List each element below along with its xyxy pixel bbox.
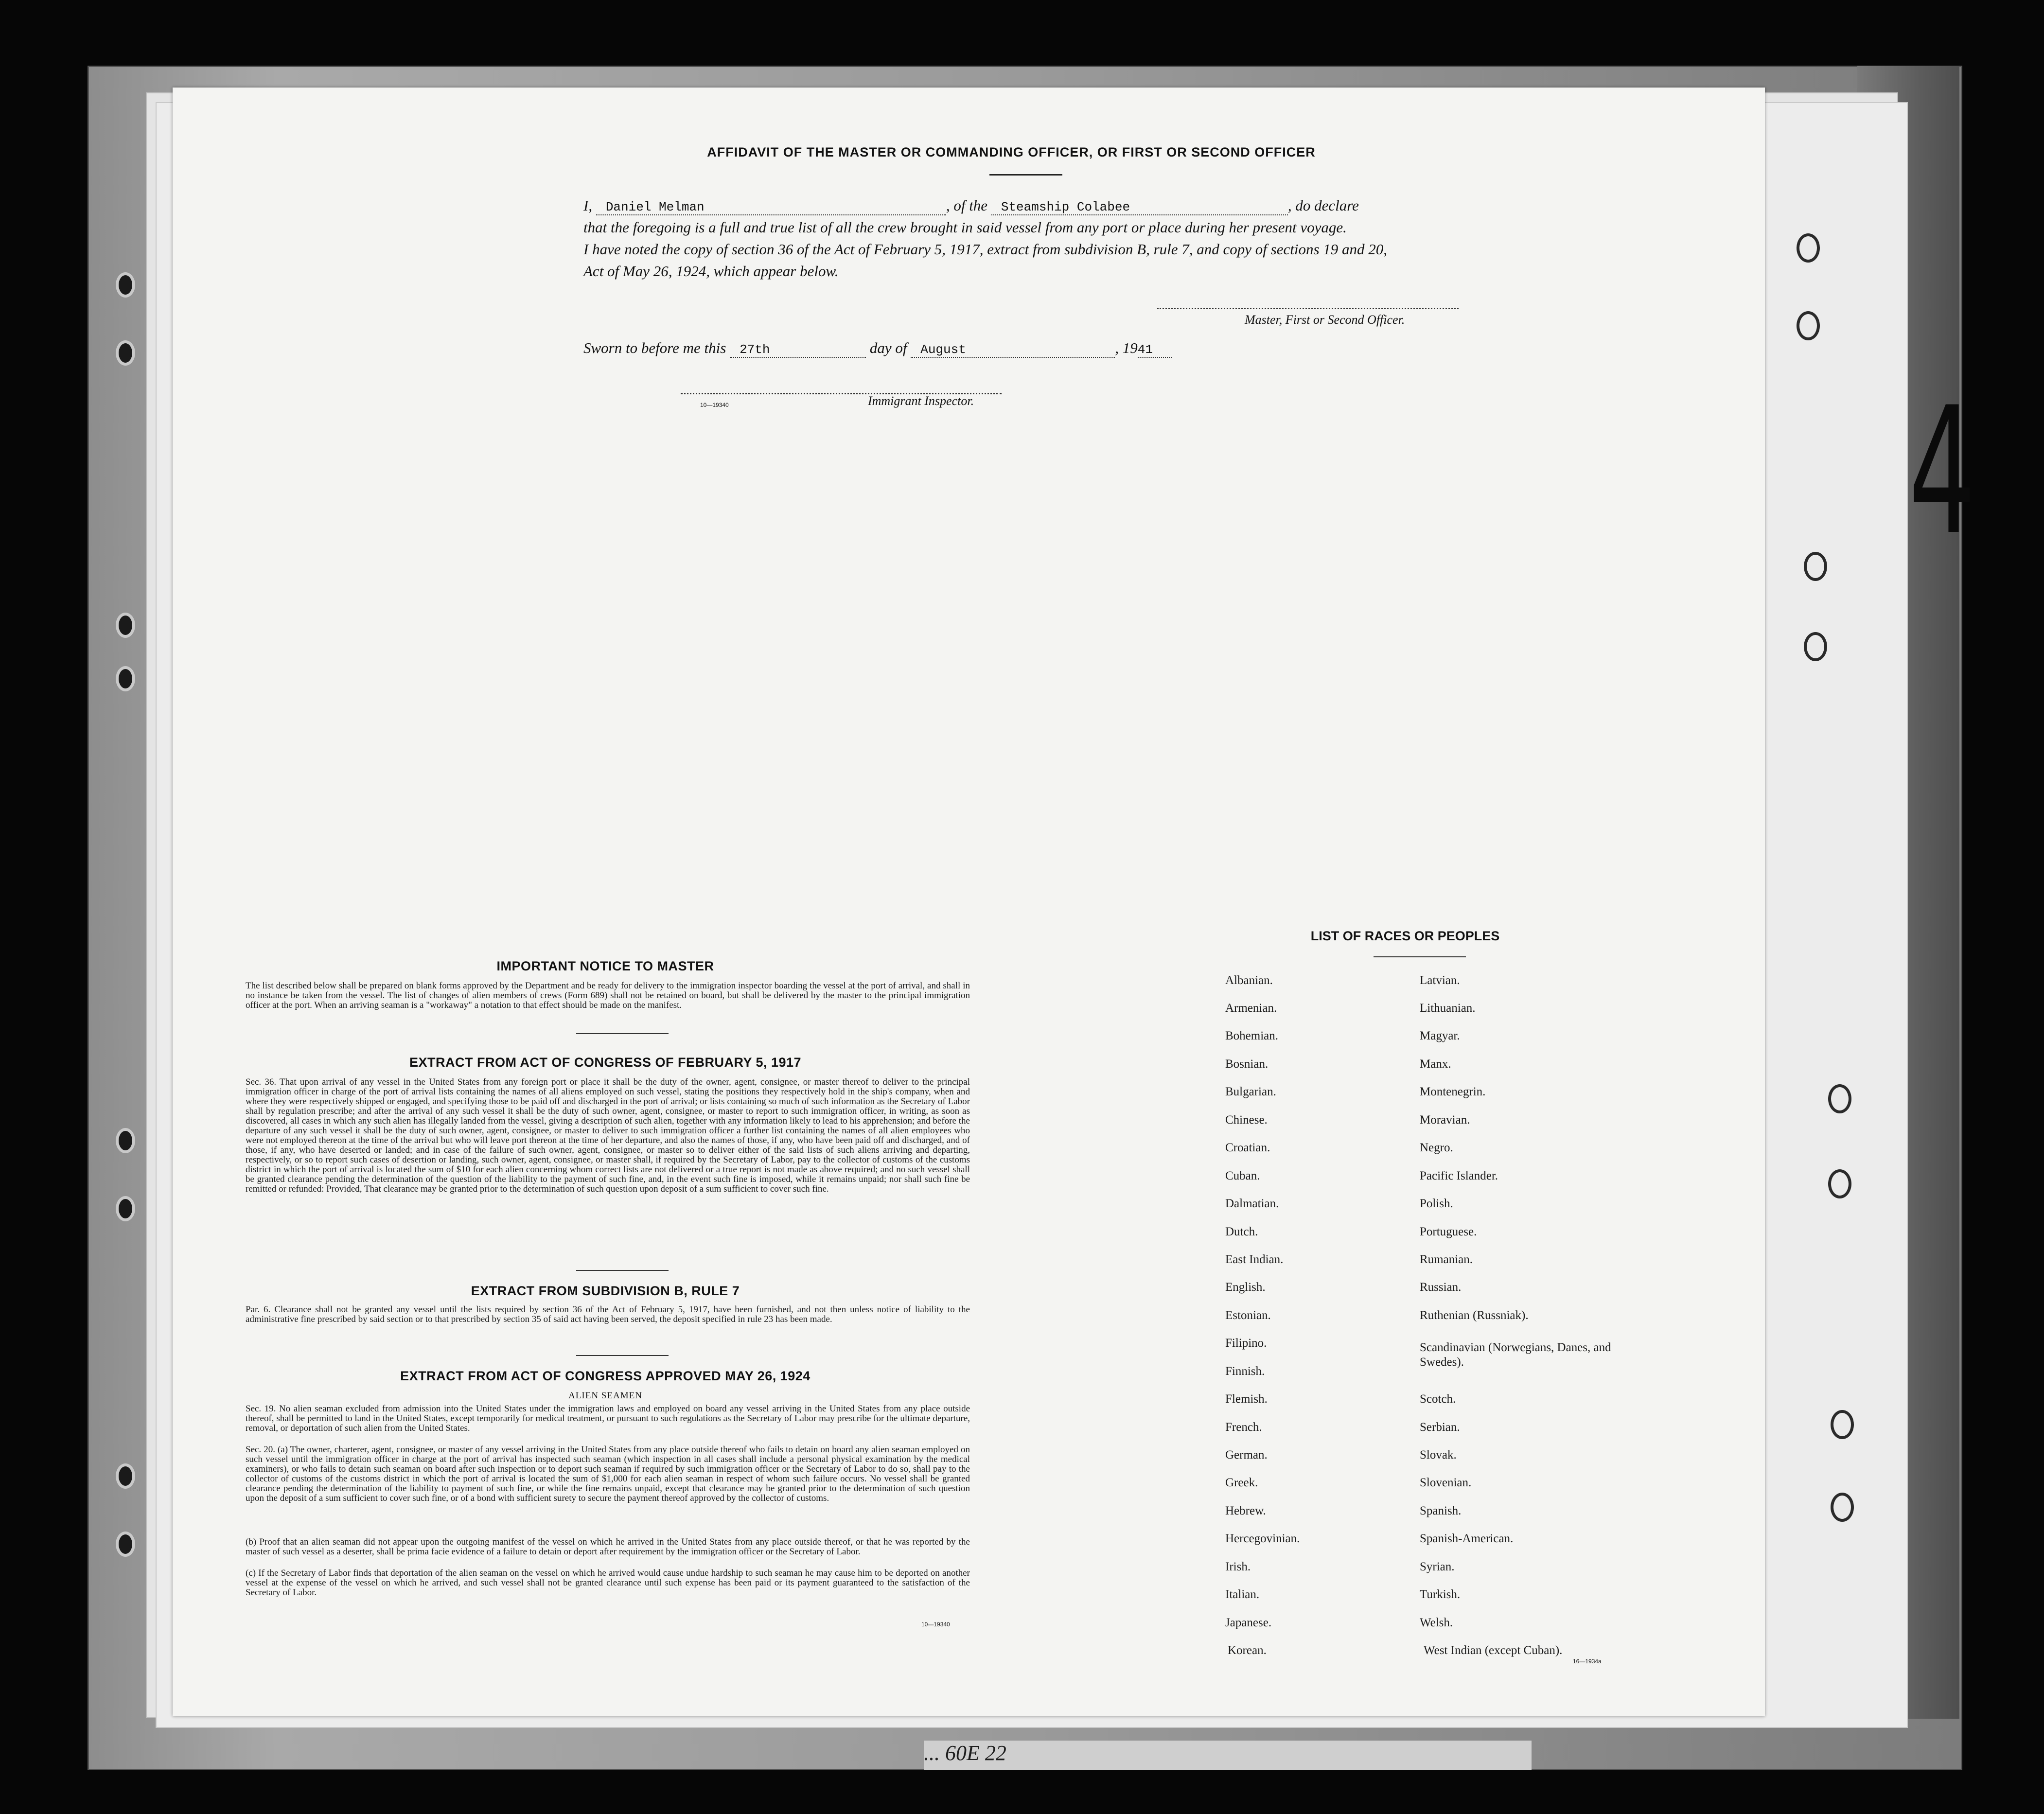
inspector-caption: Immigrant Inspector. xyxy=(868,394,974,408)
vessel-name-field: Steamship Colabee xyxy=(991,200,1288,215)
race-item: Hercegovinian. xyxy=(1225,1532,1300,1545)
punch-hole-icon xyxy=(116,1532,135,1557)
sworn-line xyxy=(583,339,1172,358)
race-item: Korean. xyxy=(1228,1644,1267,1657)
extract-1924-sec19: Sec. 19. No alien seaman excluded from admission into the United States under the immigration laws and employed on board any vessel arriving in the United States from any place outside thereof, shall be permitted to land in the United States, except temporarily for medical treatment, or pursuant to such regulations as the Secretary of Labor may prescribe for the ultimate departure, removal, or deportation of such alien from the United States. xyxy=(246,1404,970,1433)
punch-hole-icon xyxy=(116,340,135,366)
punch-hole-icon xyxy=(116,1463,135,1489)
punch-hole-icon xyxy=(116,666,135,691)
notice-text: The list described below shall be prepared on blank forms approved by the Department and be ready for delivery to the immigration inspector boarding the vessel at the port of arrival, and shall in no instance be taken from the vessel. The list of changes of alien members of crews (Form 689) shall not be retained on board, but shall be delivered by the master to the principal immigration officer at the port. When an arriving seaman is a "workaway" a notation to that effect should be made on the manifest. xyxy=(246,981,970,1010)
sworn-year-field: 41 xyxy=(1138,342,1172,358)
race-item: Italian. xyxy=(1225,1588,1260,1601)
race-item: German. xyxy=(1225,1448,1268,1462)
race-item: Bulgarian. xyxy=(1225,1085,1276,1098)
extract-1924-title: EXTRACT FROM ACT OF CONGRESS APPROVED MAY 26, 1924 xyxy=(400,1369,811,1383)
binder-ring-icon xyxy=(1797,233,1820,263)
extract-1917-text: Sec. 36. That upon arrival of any vessel in the United States from any foreign port or place it shall be the duty of the owner, agent, consignee, or master thereof to deliver to the principal immigration officer in charge of the port of arrival lists containing the names of all aliens employed on such vessel, stating the positions they respectively hold in the ship's company, when and where they were respectively shipped or engaged, and specifying those to be paid off and discharged in the port of arrival; or lists containing so much of such information as the Secretary of Labor shall by regulation prescribe; and after the arrival of any such vessel it shall be the duty of such owner, agent, consignee, or master to report to such immigration officer, in writing, as soon as discovered, all cases in which any such alien has illegally landed from the vessel, giving a description of such alien, together with any information likely to lead to his apprehension; and before the departure of any such vessel it shall be the duty of such owner, agent, consignee, or master to deliver to such immigration officer a further list containing the names of all alien employees who were not employed thereon at the time of the arrival but who will leave port thereon at the time of her departure, and also the names of those, if any, who have been paid off and discharged, and of those, if any, who have deserted or landed; and in case of the failure of such owner, agent, consignee, or master so to deliver either of the said lists of such aliens arriving and departing, respectively, or so to report such cases of desertion or landing, such owner, agent, consignee, or master shall, if required by the Secretary of Labor, pay to the collector of customs of the customs district in which the port of arrival is located the sum of $10 for each alien concerning whom correct lists are not delivered or a true report is not made as above required; and no such vessel shall be granted clearance pending the determination of the question of the liability to the payment of such fine, and, in the event such fine is imposed, while it remains unpaid; nor shall such fine be remitted or refunded: Provided, That clearance may be granted prior to the determination of such question upon deposit of a sum sufficient to cover such fine. xyxy=(246,1077,970,1194)
race-item: Spanish-American. xyxy=(1420,1532,1514,1545)
race-item: Hebrew. xyxy=(1225,1504,1266,1517)
race-item: Negro. xyxy=(1420,1141,1453,1154)
form-code: 16—1934a xyxy=(1573,1658,1602,1665)
declaration-prefix: I, xyxy=(583,197,593,214)
race-item: Bosnian. xyxy=(1225,1057,1269,1071)
divider xyxy=(576,1270,669,1271)
punch-hole-icon xyxy=(116,272,135,298)
binder-ring-icon xyxy=(1828,1169,1851,1198)
race-item: Irish. xyxy=(1225,1560,1251,1573)
race-item: Turkish. xyxy=(1420,1588,1461,1601)
affidavit-text-line: that the foregoing is a full and true list of all the crew brought in said vessel from any port or place during her present voyage. xyxy=(583,219,1347,236)
day-of-label: day of xyxy=(869,339,907,356)
race-item: Japanese. xyxy=(1225,1616,1272,1629)
race-item: Rumanian. xyxy=(1420,1253,1473,1266)
divider xyxy=(576,1355,669,1356)
extract-1924-sec20b: (b) Proof that an alien seaman did not appear upon the outgoing manifest of the vessel on which he arrived in the United States from any place outside thereof, or that he was reported by the master of such vessel as a deserter, shall be prima facie evidence of a failure to detain or deport after requirement by the immigration officer or the Secretary of Labor. xyxy=(246,1537,970,1557)
bottom-handwriting: ... 60E 22 xyxy=(924,1741,1532,1770)
form-code: 10—19340 xyxy=(921,1621,950,1628)
binder-ring-icon xyxy=(1804,552,1827,581)
race-item: Lithuanian. xyxy=(1420,1002,1476,1015)
race-item: West Indian (except Cuban). xyxy=(1424,1644,1563,1657)
sworn-month-field: August xyxy=(911,342,1115,358)
punch-hole-icon xyxy=(116,1196,135,1221)
master-name-field: Daniel Melman xyxy=(596,200,946,215)
race-item: Moravian. xyxy=(1420,1113,1470,1127)
signature-caption: Master, First or Second Officer. xyxy=(1245,313,1405,327)
race-item: Chinese. xyxy=(1225,1113,1268,1127)
punch-hole-icon xyxy=(116,1128,135,1153)
race-item: Welsh. xyxy=(1420,1616,1453,1629)
race-item: Dutch. xyxy=(1225,1225,1258,1238)
affidavit-text-line: I have noted the copy of section 36 of the Act of February 5, 1917, extract from subdivision B, rule 7, and copy of sections 19 and 20, xyxy=(583,241,1388,258)
notice-title: IMPORTANT NOTICE TO MASTER xyxy=(496,959,714,973)
race-item: Scotch. xyxy=(1420,1392,1456,1406)
sworn-prefix: Sworn to before me this xyxy=(583,339,726,356)
race-item: English. xyxy=(1225,1281,1266,1294)
race-item: Polish. xyxy=(1420,1197,1453,1210)
race-item: East Indian. xyxy=(1225,1253,1284,1266)
race-item: Croatian. xyxy=(1225,1141,1270,1154)
binder-ring-icon xyxy=(1831,1410,1854,1439)
race-item: Finnish. xyxy=(1225,1365,1265,1378)
binder-ring-icon xyxy=(1804,632,1827,661)
handwritten-mark: 4 xyxy=(1908,370,1976,573)
declaration-suffix: , do declare xyxy=(1287,197,1359,214)
binder-ring-icon xyxy=(1828,1084,1851,1113)
race-item: Spanish. xyxy=(1420,1504,1462,1517)
binder-ring-icon xyxy=(1797,311,1820,340)
race-item: Slovenian. xyxy=(1420,1476,1472,1489)
divider xyxy=(576,1033,669,1034)
race-item: Montenegrin. xyxy=(1420,1085,1486,1098)
binder-ring-icon xyxy=(1831,1493,1854,1522)
extract-1917-title: EXTRACT FROM ACT OF CONGRESS OF FEBRUARY 5, 1917 xyxy=(409,1055,802,1070)
extract-1924-sec20c: (c) If the Secretary of Labor finds that deportation of the alien seaman on the vessel on which he arrived would cause undue hardship to such seaman he may cause him to be deported on another vessel at the expense of the vessel on which he arrived, and such vessel shall not be granted clearance until such expense has been paid or its payment guaranteed to the satisfaction of the Secretary of Labor. xyxy=(246,1568,970,1598)
affidavit-text-line: Act of May 26, 1924, which appear below. xyxy=(583,263,839,280)
divider xyxy=(1374,956,1466,957)
divider xyxy=(989,174,1062,176)
race-item: Russian. xyxy=(1420,1281,1462,1294)
race-item: Ruthenian (Russniak). xyxy=(1420,1309,1529,1322)
race-item: Manx. xyxy=(1420,1057,1451,1071)
race-item: Armenian. xyxy=(1225,1002,1277,1015)
sworn-day-field: 27th xyxy=(730,342,866,358)
affidavit-declaration-line xyxy=(583,197,1359,215)
race-item: Flemish. xyxy=(1225,1392,1268,1406)
extract-1924-subtitle: ALIEN SEAMEN xyxy=(568,1391,642,1401)
form-code: 10—19340 xyxy=(700,402,729,408)
race-item: Bohemian. xyxy=(1225,1029,1279,1042)
race-item: Albanian. xyxy=(1225,974,1273,987)
race-item: Portuguese. xyxy=(1420,1225,1477,1238)
punch-hole-icon xyxy=(116,613,135,638)
race-item: Estonian. xyxy=(1225,1309,1271,1322)
race-item: Filipino. xyxy=(1225,1337,1267,1350)
race-item: Serbian. xyxy=(1420,1421,1460,1434)
subdivision-b-text: Par. 6. Clearance shall not be granted any vessel until the lists required by section 36 of the Act of February 5, 1917, have been furnished, and not then unless notice of liability to the administrative fine prescribed by said section or to that prescribed by section 35 of said act having been served, the deposit specified in rule 23 has been made. xyxy=(246,1304,970,1324)
extract-1924-sec20a: Sec. 20. (a) The owner, charterer, agent, consignee, or master of any vessel arriving in the United States from any place outside thereof who fails to detain on board any alien seaman employed on such vessel until the immigration officer in charge at the port of arrival has inspected such seaman (which inspection in all cases shall include a personal physical examination by the medical examiners), or who fails to detain such seaman on board after such inspection or to deport such seaman if required by such immigration officer or the Secretary of Labor to do so, shall pay to the collector of customs of the customs district in which the port of arrival is located the sum of $1,000 for each alien seaman in respect of whom such failure occurs. No vessel shall be granted clearance pending the determination of the liability to payment of such fine, or while the fine remains unpaid, except that clearance may be granted prior to the determination of such question upon the deposit of a sum sufficient to cover such fine, or of a bond with sufficient surety to secure the payment thereof approved by the collector of customs. xyxy=(246,1444,970,1503)
race-item: Syrian. xyxy=(1420,1560,1455,1573)
race-item: Slovak. xyxy=(1420,1448,1457,1462)
affidavit-title: AFFIDAVIT OF THE MASTER OR COMMANDING OFFICER, OR FIRST OR SECOND OFFICER xyxy=(707,145,1316,159)
subdivision-b-title: EXTRACT FROM SUBDIVISION B, RULE 7 xyxy=(471,1284,740,1298)
race-item: Greek. xyxy=(1225,1476,1258,1489)
race-item: Pacific Islander. xyxy=(1420,1169,1498,1182)
race-item: French. xyxy=(1225,1421,1262,1434)
race-item: Latvian. xyxy=(1420,974,1460,987)
race-item: Cuban. xyxy=(1225,1169,1260,1182)
race-item: Dalmatian. xyxy=(1225,1197,1279,1210)
race-item: Scandinavian (Norwegians, Danes, and Swedes). xyxy=(1420,1341,1611,1369)
year-prefix: , 19 xyxy=(1115,339,1138,356)
declaration-mid: , of the xyxy=(946,197,988,214)
race-item: Magyar. xyxy=(1420,1029,1460,1042)
races-title: LIST OF RACES OR PEOPLES xyxy=(1310,929,1500,943)
signature-line xyxy=(1157,308,1459,309)
